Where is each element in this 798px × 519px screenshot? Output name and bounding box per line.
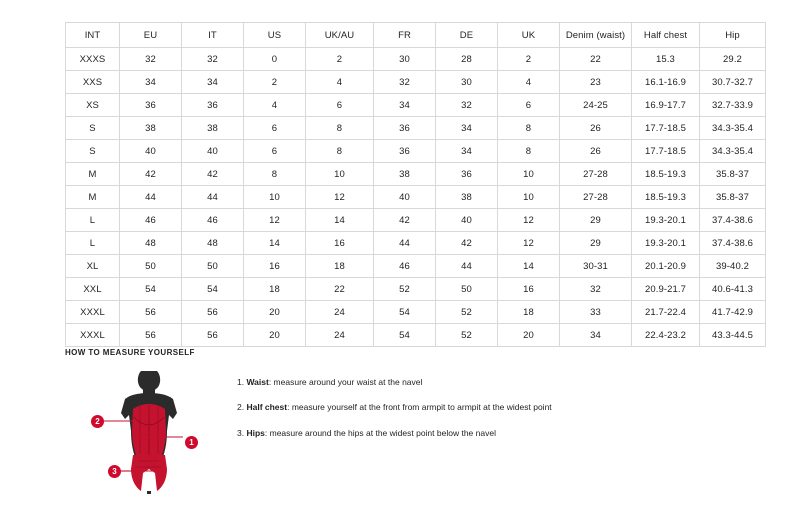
cell: 4 [498, 71, 560, 94]
measure-notes-list [237, 377, 552, 453]
cell: 16 [306, 232, 374, 255]
table-row [66, 163, 766, 186]
table-row [66, 48, 766, 71]
cell: 0 [244, 48, 306, 71]
cell: 34 [374, 94, 436, 117]
column-header: UK [498, 23, 560, 48]
cell: 12 [244, 209, 306, 232]
cell: 18.5-19.3 [632, 186, 700, 209]
cell: 50 [436, 278, 498, 301]
cell: 32.7-33.9 [700, 94, 766, 117]
measure-note-waist [237, 377, 552, 388]
cell: 32 [436, 94, 498, 117]
cell: 24 [306, 324, 374, 347]
cell: 35.8-37 [700, 163, 766, 186]
mannequin-figure [93, 369, 213, 494]
cell: 16 [244, 255, 306, 278]
cell: 18.5-19.3 [632, 163, 700, 186]
cell: 29 [560, 209, 632, 232]
cell: 22.4-23.2 [632, 324, 700, 347]
cell: 54 [120, 278, 182, 301]
cell: 40 [374, 186, 436, 209]
table-row [66, 186, 766, 209]
column-header: Half chest [632, 23, 700, 48]
cell: 20 [244, 324, 306, 347]
cell: 27-28 [560, 186, 632, 209]
cell: 56 [182, 324, 244, 347]
cell: 8 [306, 140, 374, 163]
table-row [66, 209, 766, 232]
cell: 12 [498, 232, 560, 255]
cell: 8 [498, 117, 560, 140]
cell: 24 [306, 301, 374, 324]
cell: 44 [436, 255, 498, 278]
cell: XXL [66, 278, 120, 301]
cell: 54 [182, 278, 244, 301]
cell: M [66, 163, 120, 186]
cell: 56 [182, 301, 244, 324]
cell: 10 [498, 163, 560, 186]
cell: 32 [560, 278, 632, 301]
cell: 33 [560, 301, 632, 324]
cell: 17.7-18.5 [632, 140, 700, 163]
table-row [66, 117, 766, 140]
cell: 56 [120, 324, 182, 347]
cell: 16.9-17.7 [632, 94, 700, 117]
cell: S [66, 140, 120, 163]
cell: 40 [182, 140, 244, 163]
cell: 27-28 [560, 163, 632, 186]
cell: 19.3-20.1 [632, 232, 700, 255]
measure-badge-2: 2 [91, 415, 104, 428]
table-header-row [66, 23, 766, 48]
cell: 40 [436, 209, 498, 232]
column-header: INT [66, 23, 120, 48]
cell: 52 [436, 324, 498, 347]
cell: 42 [120, 163, 182, 186]
how-to-measure-title: HOW TO MEASURE YOURSELF [65, 348, 195, 357]
cell: 48 [182, 232, 244, 255]
cell: XXS [66, 71, 120, 94]
cell: 40 [120, 140, 182, 163]
column-header: US [244, 23, 306, 48]
cell: 46 [182, 209, 244, 232]
cell: 50 [182, 255, 244, 278]
note-term: Waist [246, 377, 269, 387]
cell: 20.9-21.7 [632, 278, 700, 301]
cell: L [66, 232, 120, 255]
cell: 36 [120, 94, 182, 117]
note-term: Half chest [246, 402, 288, 413]
cell: 34 [436, 140, 498, 163]
cell: XL [66, 255, 120, 278]
measure-badge-1: 1 [185, 436, 198, 449]
note-text: : measure around the hips at the widest point below the navel [264, 427, 496, 438]
cell: 36 [436, 163, 498, 186]
cell: 32 [374, 71, 436, 94]
measure-note-hips [237, 428, 552, 439]
cell: 14 [244, 232, 306, 255]
cell: 32 [182, 48, 244, 71]
cell: 16 [498, 278, 560, 301]
cell: 32 [120, 48, 182, 71]
cell: 8 [498, 140, 560, 163]
cell: 52 [436, 301, 498, 324]
cell: S [66, 117, 120, 140]
cell: 24-25 [560, 94, 632, 117]
cell: 29.2 [700, 48, 766, 71]
cell: 8 [244, 163, 306, 186]
cell: 34.3-35.4 [700, 117, 766, 140]
column-header: DE [436, 23, 498, 48]
cell: 14 [498, 255, 560, 278]
cell: 20.1-20.9 [632, 255, 700, 278]
cell: 39-40.2 [700, 255, 766, 278]
cell: 48 [120, 232, 182, 255]
cell: XXXS [66, 48, 120, 71]
cell: 21.7-22.4 [632, 301, 700, 324]
table-row [66, 324, 766, 347]
cell: 4 [244, 94, 306, 117]
cell: M [66, 186, 120, 209]
cell: 44 [182, 186, 244, 209]
cell: 50 [120, 255, 182, 278]
size-table-container [65, 22, 754, 347]
cell: 20 [498, 324, 560, 347]
cell: 16.1-16.9 [632, 71, 700, 94]
cell: 34 [182, 71, 244, 94]
size-conversion-table [65, 22, 766, 347]
cell: 18 [244, 278, 306, 301]
note-number: 3. [237, 427, 245, 438]
cell: XXXL [66, 301, 120, 324]
cell: 30-31 [560, 255, 632, 278]
size-table-body [66, 23, 766, 347]
cell: 42 [374, 209, 436, 232]
measure-note-half-chest [237, 402, 552, 413]
table-row [66, 94, 766, 117]
cell: 38 [182, 117, 244, 140]
cell: 38 [436, 186, 498, 209]
cell: 6 [244, 140, 306, 163]
cell: 34.3-35.4 [700, 140, 766, 163]
cell: 26 [560, 140, 632, 163]
cell: 35.8-37 [700, 186, 766, 209]
cell: 44 [374, 232, 436, 255]
cell: 10 [498, 186, 560, 209]
cell: 10 [244, 186, 306, 209]
cell: 38 [374, 163, 436, 186]
table-row [66, 232, 766, 255]
cell: 28 [436, 48, 498, 71]
cell: 37.4-38.6 [700, 232, 766, 255]
column-header: IT [182, 23, 244, 48]
cell: 29 [560, 232, 632, 255]
cell: 34 [436, 117, 498, 140]
cell: 20 [244, 301, 306, 324]
cell: 8 [306, 117, 374, 140]
cell: 34 [120, 71, 182, 94]
cell: 12 [498, 209, 560, 232]
cell: 2 [498, 48, 560, 71]
cell: 43.3-44.5 [700, 324, 766, 347]
cell: 42 [436, 232, 498, 255]
cell: 36 [374, 117, 436, 140]
cell: XXXL [66, 324, 120, 347]
cell: 15.3 [632, 48, 700, 71]
cell: 6 [306, 94, 374, 117]
cell: 36 [182, 94, 244, 117]
cell: 54 [374, 324, 436, 347]
note-text: : measure around your waist at the navel [268, 377, 423, 387]
cell: 34 [560, 324, 632, 347]
cell: 26 [560, 117, 632, 140]
cell: 14 [306, 209, 374, 232]
table-row [66, 278, 766, 301]
cell: XS [66, 94, 120, 117]
table-row [66, 255, 766, 278]
cell: 41.7-42.9 [700, 301, 766, 324]
cell: 46 [120, 209, 182, 232]
column-header: FR [374, 23, 436, 48]
cell: 40.6-41.3 [700, 278, 766, 301]
note-number: 2. [237, 402, 245, 413]
note-text: : measure yourself at the front from armpit to armpit at the widest point [287, 402, 552, 413]
cell: 6 [244, 117, 306, 140]
table-row [66, 71, 766, 94]
cell: 42 [182, 163, 244, 186]
note-number: 1. [237, 377, 245, 387]
cell: 30.7-32.7 [700, 71, 766, 94]
column-header: UK/AU [306, 23, 374, 48]
cell: 30 [436, 71, 498, 94]
cell: L [66, 209, 120, 232]
how-to-measure-section [65, 348, 765, 494]
cell: 22 [306, 278, 374, 301]
cell: 38 [120, 117, 182, 140]
measure-badge-3: 3 [108, 465, 121, 478]
cell: 18 [306, 255, 374, 278]
cell: 54 [374, 301, 436, 324]
note-term: Hips [246, 427, 265, 438]
cell: 10 [306, 163, 374, 186]
cell: 52 [374, 278, 436, 301]
column-header: Denim (waist) [560, 23, 632, 48]
cell: 17.7-18.5 [632, 117, 700, 140]
how-to-measure-body [65, 367, 765, 494]
cell: 30 [374, 48, 436, 71]
column-header: Hip [700, 23, 766, 48]
table-row [66, 301, 766, 324]
cell: 18 [498, 301, 560, 324]
table-row [66, 140, 766, 163]
cell: 36 [374, 140, 436, 163]
cell: 12 [306, 186, 374, 209]
column-header: EU [120, 23, 182, 48]
cell: 46 [374, 255, 436, 278]
cell: 19.3-20.1 [632, 209, 700, 232]
cell: 6 [498, 94, 560, 117]
cell: 37.4-38.6 [700, 209, 766, 232]
cell: 56 [120, 301, 182, 324]
cell: 2 [244, 71, 306, 94]
cell: 22 [560, 48, 632, 71]
cell: 44 [120, 186, 182, 209]
cell: 4 [306, 71, 374, 94]
cell: 23 [560, 71, 632, 94]
cell: 2 [306, 48, 374, 71]
